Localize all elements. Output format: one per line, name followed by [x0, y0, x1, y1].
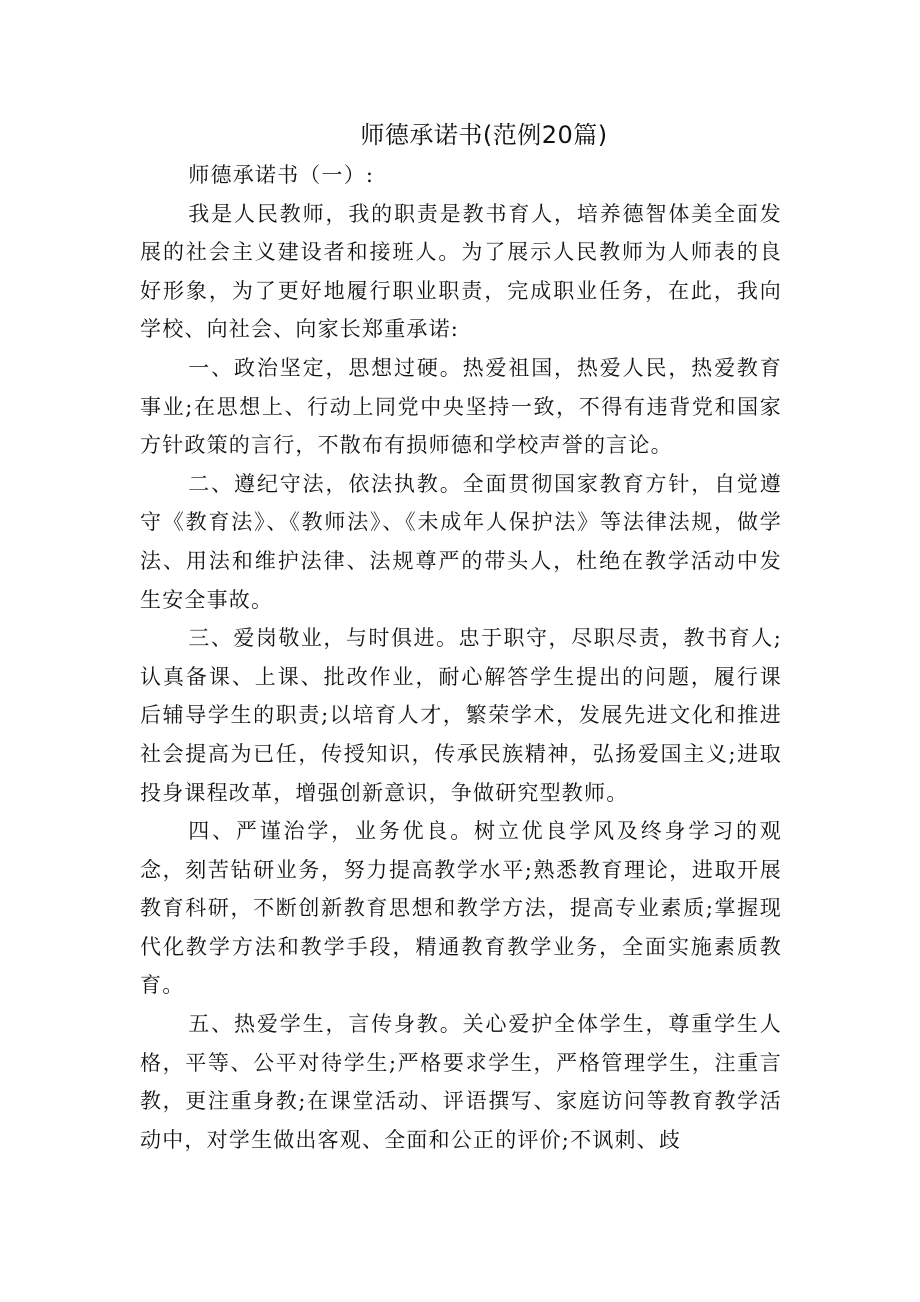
document-body	[140, 156, 782, 1159]
paragraph-1: 一、政治坚定，思想过硬。热爱祖国，热爱人民，热爱教育事业;在思想上、行动上同党中央坚持一致，不得有违背党和国家方针政策的言行，不散布有损师德和学校声誉的言论。	[140, 355, 782, 458]
paragraph-5: 五、热爱学生，言传身教。关心爱护全体学生，尊重学生人格，平等、公平对待学生;严格要求学生，严格管理学生，注重言教，更注重身教;在课堂活动、评语撰写、家庭访问等教育教学活动中，对学生做出客观、全面和公正的评价;不讽刺、歧	[140, 1012, 782, 1152]
section-subtitle: 师德承诺书（一）:	[188, 163, 375, 187]
paragraph-3: 三、爱岗敬业，与时俱进。忠于职守，尽职尽责，教书育人;认真备课、上课、批改作业，耐心解答学生提出的问题，履行课后辅导学生的职责;以培育人才，繁荣学术，发展先进文化和推进社会提高为已任，传授知识，传承民族精神，弘扬爱国主义;进取投身课程改革，增强创新意识，争做研究型教师。	[140, 626, 782, 805]
paragraph-2: 二、遵纪守法，依法执教。全面贯彻国家教育方针，自觉遵守《教育法》、《教师法》、《未成年人保护法》等法律法规，做学法、用法和维护法律、法规尊严的带头人，杜绝在教学活动中发生安全事故。	[140, 471, 782, 612]
paragraph-intro: 我是人民教师，我的职责是教书育人，培养德智体美全面发展的社会主义建设者和接班人。为了展示人民教师为人师表的良好形象，为了更好地履行职业职责，完成职业任务，在此，我向学校、向社会、向家长郑重承诺:	[140, 201, 782, 342]
paragraph-4: 四、严谨治学，业务优良。树立优良学风及终身学习的观念，刻苦钻研业务，努力提高教学水平;熟悉教育理论，进取开展教育科研，不断创新教育思想和教学方法，提高专业素质;掌握现代化教学方法和教学手段，精通教育教学业务，全面实施素质教育。	[140, 819, 782, 998]
document-title: 师德承诺书(范例20篇)	[360, 121, 608, 149]
